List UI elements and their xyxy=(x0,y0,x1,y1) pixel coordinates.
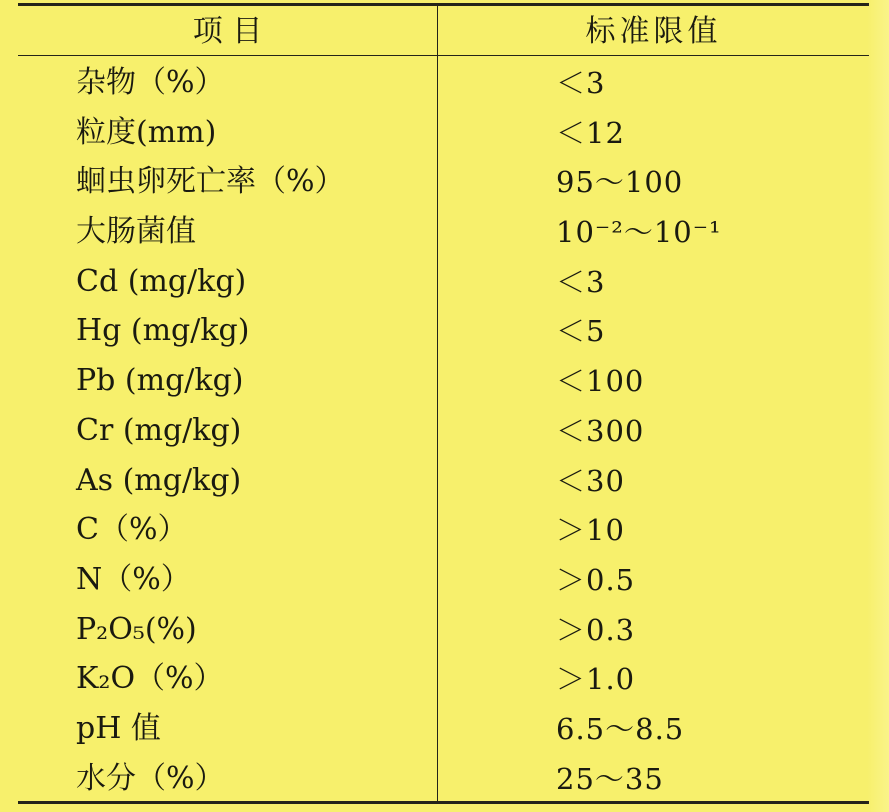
table-row xyxy=(18,108,869,158)
value-cell: ＜3 xyxy=(556,66,606,100)
table-header-rule xyxy=(18,55,869,56)
header-standard-column xyxy=(438,14,869,50)
item-cell: C（%） xyxy=(76,512,188,548)
value-cell: ＜12 xyxy=(556,115,625,150)
value-cell: ＜30 xyxy=(556,463,625,498)
item-cell: Cd (mg/kg) xyxy=(76,263,247,299)
table-row xyxy=(18,555,869,605)
item-cell: Cr (mg/kg) xyxy=(76,412,242,448)
item-cell: pH 值 xyxy=(76,710,161,746)
table-row xyxy=(18,654,869,704)
item-cell: As (mg/kg) xyxy=(76,462,242,498)
item-cell: Pb (mg/kg) xyxy=(76,363,244,399)
item-cell: Hg (mg/kg) xyxy=(76,313,250,349)
item-cell: 杂物（%） xyxy=(76,65,225,100)
table-row xyxy=(18,505,869,555)
item-cell: N（%） xyxy=(76,561,191,597)
table-row xyxy=(18,207,869,257)
header-item-label: 项 目 xyxy=(192,14,263,49)
value-cell: ＞0.3 xyxy=(556,612,636,647)
item-cell: 粒度(mm) xyxy=(76,114,217,150)
table-row xyxy=(18,356,869,406)
value-cell: 6.5～8.5 xyxy=(556,711,685,746)
table-row xyxy=(18,704,869,754)
table-top-rule xyxy=(18,3,869,6)
item-cell: 水分（%） xyxy=(76,760,225,796)
value-cell: ＜300 xyxy=(556,413,645,448)
value-cell: 10⁻²～10⁻¹ xyxy=(556,215,722,250)
value-cell: ＞1.0 xyxy=(556,662,636,697)
value-cell: ＞0.5 xyxy=(556,562,636,597)
value-cell: ＜100 xyxy=(556,364,645,399)
page-edge-shade xyxy=(867,0,889,812)
value-cell: ＞10 xyxy=(556,513,625,548)
table-row xyxy=(18,157,869,207)
table-body xyxy=(18,58,869,803)
table-row xyxy=(18,306,869,356)
header-item-column xyxy=(18,14,437,50)
item-cell: P₂O₅(%) xyxy=(76,611,197,647)
table-row xyxy=(18,406,869,456)
table-row xyxy=(18,58,869,108)
item-cell: 蛔虫卵死亡率（%） xyxy=(76,164,345,200)
table-row xyxy=(18,754,869,804)
value-cell: 25～35 xyxy=(556,761,664,796)
value-cell: ＜5 xyxy=(556,314,606,349)
value-cell: ＜3 xyxy=(556,264,606,299)
item-cell: 大肠菌值 xyxy=(76,214,196,250)
value-cell: 95～100 xyxy=(556,165,684,200)
table-row xyxy=(18,257,869,307)
table-row xyxy=(18,456,869,506)
table-row xyxy=(18,605,869,655)
item-cell: K₂O（%） xyxy=(76,661,224,697)
header-standard-label: 标准限值 xyxy=(585,14,722,49)
